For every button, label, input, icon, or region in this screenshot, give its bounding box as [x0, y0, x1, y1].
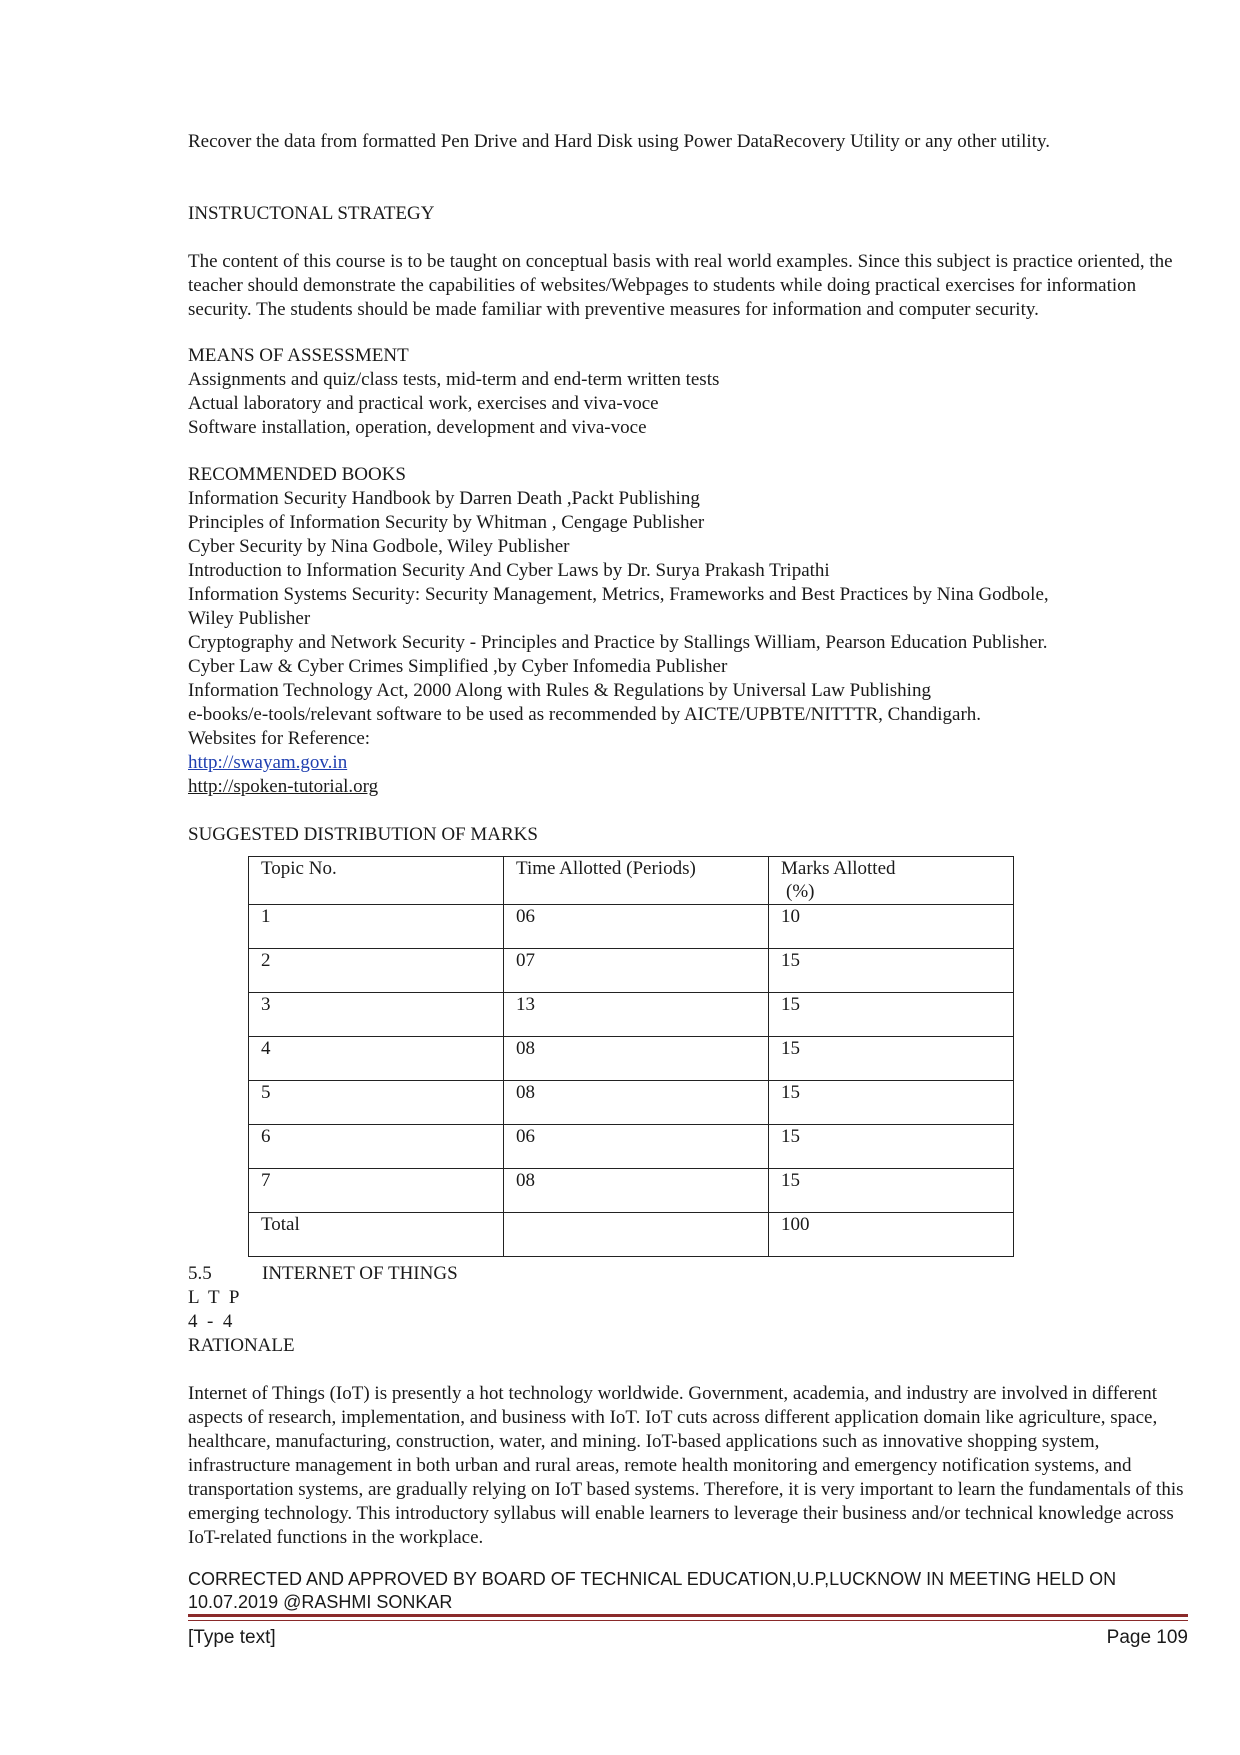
approval-note: CORRECTED AND APPROVED BY BOARD OF TECHNICAL EDUCATION,U.P,LUCKNOW IN MEETING HELD ON 10.07.2019 @RASHMI SONKAR	[188, 1569, 1117, 1612]
ltp-values: 4 - 4	[188, 1311, 233, 1332]
header-marks	[769, 857, 1014, 905]
time-cell: 07	[504, 949, 769, 993]
book-item: Cyber Law & Cyber Crimes Simplified ,by Cyber Infomedia Publisher	[188, 656, 728, 677]
topic-cell: 2	[249, 949, 504, 993]
book-item: e-books/e-tools/relevant software to be used as recommended by AICTE/UPBTE/NITTTR, Chandigarh.	[188, 704, 982, 725]
marks-cell: 15	[769, 993, 1014, 1037]
header-marks-label: Marks Allotted	[781, 858, 896, 879]
recovery-line: Recover the data from formatted Pen Drive and Hard Disk using Power DataRecovery Utility or any other utility.	[188, 131, 1050, 152]
book-item: Cryptography and Network Security - Principles and Practice by Stallings William, Pearson Education Publisher.	[188, 632, 1048, 653]
topic-cell: 7	[249, 1169, 504, 1213]
swayam-link[interactable]: http://swayam.gov.in	[188, 752, 348, 773]
books-heading: RECOMMENDED BOOKS	[188, 464, 406, 485]
book-item: Wiley Publisher	[188, 608, 311, 629]
table-row	[249, 949, 1014, 993]
time-cell	[504, 1213, 769, 1257]
topic-cell: 5	[249, 1081, 504, 1125]
table-row	[249, 1037, 1014, 1081]
time-cell: 06	[504, 905, 769, 949]
marks-cell: 15	[769, 1037, 1014, 1081]
book-item: Information Systems Security: Security Management, Metrics, Frameworks and Best Practices by Nina Godbole,	[188, 584, 1049, 605]
time-cell: 08	[504, 1037, 769, 1081]
topic-cell: 3	[249, 993, 504, 1037]
table-header-row	[249, 857, 1014, 905]
rationale-heading: RATIONALE	[188, 1335, 295, 1356]
assessment-item: Actual laboratory and practical work, exercises and viva-voce	[188, 393, 659, 414]
topic-cell: 6	[249, 1125, 504, 1169]
book-item: Information Security Handbook by Darren Death ,Packt Publishing	[188, 488, 700, 509]
assessment-item: Software installation, operation, development and viva-voce	[188, 417, 647, 438]
book-item: Principles of Information Security by Whitman , Cengage Publisher	[188, 512, 705, 533]
topic-cell: 4	[249, 1037, 504, 1081]
spoken-tutorial-link[interactable]: http://spoken-tutorial.org	[188, 776, 379, 797]
time-cell: 08	[504, 1169, 769, 1213]
table-row	[249, 1081, 1014, 1125]
time-cell: 06	[504, 1125, 769, 1169]
websites-label: Websites for Reference:	[188, 728, 371, 749]
section-number: 5.5	[188, 1263, 212, 1284]
section-title: INTERNET OF THINGS	[262, 1263, 458, 1284]
footer-rule-thin	[188, 1620, 1188, 1621]
instructional-heading: INSTRUCTONAL STRATEGY	[188, 203, 435, 224]
marks-cell: 15	[769, 949, 1014, 993]
assessment-item: Assignments and quiz/class tests, mid-term and end-term written tests	[188, 369, 720, 390]
time-cell: 08	[504, 1081, 769, 1125]
marks-cell: 100	[769, 1213, 1014, 1257]
table-row	[249, 993, 1014, 1037]
marks-cell: 15	[769, 1081, 1014, 1125]
marks-cell: 15	[769, 1169, 1014, 1213]
marks-cell: 15	[769, 1125, 1014, 1169]
table-row	[249, 1169, 1014, 1213]
book-item: Cyber Security by Nina Godbole, Wiley Publisher	[188, 536, 570, 557]
assessment-heading: MEANS OF ASSESSMENT	[188, 345, 409, 366]
header-marks-unit: (%)	[786, 881, 815, 902]
page-number: Page 109	[1106, 1627, 1188, 1648]
header-topic: Topic No.	[249, 857, 504, 905]
topic-cell: 1	[249, 905, 504, 949]
rationale-body: Internet of Things (IoT) is presently a hot technology worldwide. Government, academia, and industry are involved in different aspects of research, implementation, and business with IoT. IoT cuts across different application domain like agriculture, space, healthcare, manufacturing, construction, water, and mining. IoT-based applications such as innovative shopping system, infrastructure management in both urban and rural areas, remote health monitoring and emergency notification systems, and transportation systems, are gradually relying on IoT based systems. Therefore, it is very important to learn the fundamentals of this emerging technology. This introductory syllabus will enable learners to leverage their business and/or technical knowledge across IoT-related functions in the workplace.	[188, 1383, 1184, 1548]
header-time: Time Allotted (Periods)	[504, 857, 769, 905]
marks-table	[248, 856, 1014, 1257]
book-item: Information Technology Act, 2000 Along with Rules & Regulations by Universal Law Publishing	[188, 680, 931, 701]
table-total-row	[249, 1213, 1014, 1257]
footer-left-text: [Type text]	[188, 1627, 276, 1648]
book-item: Introduction to Information Security And Cyber Laws by Dr. Surya Prakash Tripathi	[188, 560, 830, 581]
marks-cell: 10	[769, 905, 1014, 949]
instructional-body: The content of this course is to be taught on conceptual basis with real world examples. Since this subject is practice oriented, the teacher should demonstrate the capabilities of websites/Webpages to students while doing practical exercises for information security. The students should be made familiar with preventive measures for information and computer security.	[188, 251, 1173, 320]
time-cell: 13	[504, 993, 769, 1037]
topic-cell: Total	[249, 1213, 504, 1257]
table-row	[249, 905, 1014, 949]
footer-rule-thick	[188, 1614, 1188, 1617]
marks-heading: SUGGESTED DISTRIBUTION OF MARKS	[188, 824, 538, 845]
ltp-header: L T P	[188, 1287, 240, 1308]
table-row	[249, 1125, 1014, 1169]
